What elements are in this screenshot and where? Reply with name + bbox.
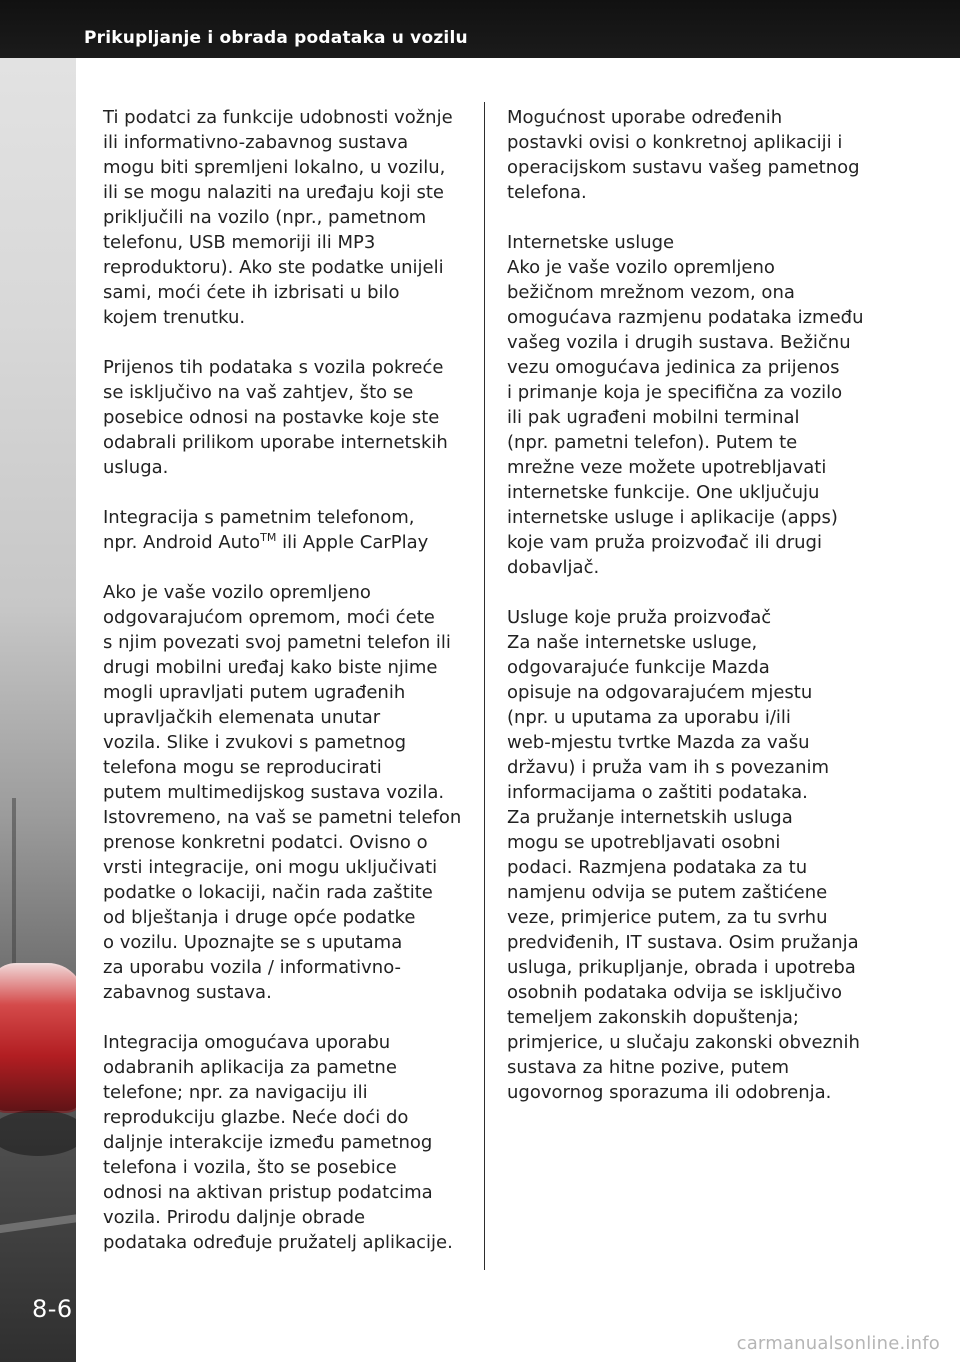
left-line-21: odgovarajućom opremom, moći ćete xyxy=(103,607,435,628)
right-line-25: (npr. u uputama za uporabu i/ili xyxy=(507,707,791,728)
left-line-12: se isključivo na vaš zahtjev, što se xyxy=(103,382,414,403)
left-line-33: od blještanja i druge opće podatke xyxy=(103,907,416,928)
right-line-23: odgovarajuće funkcije Mazda xyxy=(507,657,770,678)
left-text-column xyxy=(103,105,471,1255)
left-line-39: odabranih aplikacija za pametne xyxy=(103,1057,397,1078)
left-line-1: Ti podatci za funkcije udobnosti vožnje xyxy=(103,107,453,128)
left-line-34: o vozilu. Upoznajte se s uputama xyxy=(103,932,403,953)
paragraph-gap xyxy=(507,205,875,230)
left-line-2: ili informativno-zabavnog sustava xyxy=(103,132,409,153)
right-line-34: predviđenih, IT sustava. Osim pružanja xyxy=(507,932,859,953)
left-line-22: s njim povezati svoj pametni telefon ili xyxy=(103,632,451,653)
side-photo-strip xyxy=(0,58,76,1362)
left-line-40: telefone; npr. za navigaciju ili xyxy=(103,1082,368,1103)
left-line-11: Prijenos tih podataka s vozila pokreće xyxy=(103,357,444,378)
left-line-46: podataka određuje pružatelj aplikacije. xyxy=(103,1232,453,1253)
right-line-4: telefona. xyxy=(507,182,587,203)
right-line-18: koje vam pruža proizvođač ili drugi xyxy=(507,532,822,553)
right-line-31: podaci. Razmjena podataka za tu xyxy=(507,857,808,878)
right-line-6: Internetske usluge xyxy=(507,232,675,253)
right-line-12: i primanje koja je specifična za vozilo xyxy=(507,382,843,403)
left-android-line xyxy=(103,530,471,555)
left-line-8: sami, moći ćete ih izbrisati u bilo xyxy=(103,282,400,303)
right-line-33: veze, primjerice putem, za tu svrhu xyxy=(507,907,828,928)
header-title: Prikupljanje i obrada podataka u vozilu xyxy=(84,28,468,48)
right-line-19: dobavljač. xyxy=(507,557,600,578)
right-line-7: Ako je vaše vozilo opremljeno xyxy=(507,257,775,278)
paragraph-gap xyxy=(507,580,875,605)
right-line-9: omogućava razmjenu podataka između xyxy=(507,307,864,328)
left-line-29: Istovremeno, na vaš se pametni telefon xyxy=(103,807,462,828)
left-line-32: podatke o lokaciji, način rada zaštite xyxy=(103,882,433,903)
right-line-13: ili pak ugrađeni mobilni terminal xyxy=(507,407,800,428)
right-line-2: postavki ovisi o konkretnoj aplikaciji i xyxy=(507,132,843,153)
right-line-24: opisuje na odgovarajućem mjestu xyxy=(507,682,813,703)
left-line-36: zabavnog sustava. xyxy=(103,982,272,1003)
left-line-30: prenose konkretni podatci. Ovisno o xyxy=(103,832,428,853)
paragraph-gap xyxy=(103,1005,471,1030)
road-mark xyxy=(0,1214,76,1234)
left-line-35: za uporabu vozila / informativno- xyxy=(103,957,402,978)
right-line-37: temeljem zakonskih dopuštenja; xyxy=(507,1007,799,1028)
trademark-mark: TM xyxy=(260,531,277,544)
right-line-15: mrežne veze možete upotrebljavati xyxy=(507,457,827,478)
right-line-32: namjenu odvija se putem zaštićene xyxy=(507,882,828,903)
right-line-29: Za pružanje internetskih usluga xyxy=(507,807,793,828)
right-line-8: bežičnom mrežnom vezom, ona xyxy=(507,282,795,303)
header-bar xyxy=(0,0,960,58)
right-line-36: osobnih podataka odvija se isključivo xyxy=(507,982,843,1003)
left-line-45: vozila. Prirodu daljnje obrade xyxy=(103,1207,366,1228)
right-line-11: vezu omogućava jedinica za prijenos xyxy=(507,357,840,378)
right-line-38: primjerice, u slučaju zakonski obveznih xyxy=(507,1032,860,1053)
right-line-28: informacijama o zaštiti podataka. xyxy=(507,782,808,803)
right-line-14: (npr. pametni telefon). Putem te xyxy=(507,432,798,453)
left-line-3: mogu biti spremljeni lokalno, u vozilu, xyxy=(103,157,446,178)
right-line-35: usluga, prikupljanje, obrada i upotreba xyxy=(507,957,856,978)
right-line-21: Usluge koje pruža proizvođač xyxy=(507,607,772,628)
android-line-suffix: ili Apple CarPlay xyxy=(276,532,429,553)
left-line-4: ili se mogu nalaziti na uređaju koji ste xyxy=(103,182,444,203)
right-line-10: vašeg vozila i drugih sustava. Bežičnu xyxy=(507,332,851,353)
paragraph-gap xyxy=(103,330,471,355)
left-line-5: priključili na vozilo (npr., pametnom xyxy=(103,207,427,228)
right-line-26: web-mjestu tvrtke Mazda za vašu xyxy=(507,732,810,753)
right-line-27: državu) i pruža vam ih s povezanim xyxy=(507,757,830,778)
left-line-14: odabrali prilikom uporabe internetskih xyxy=(103,432,448,453)
right-line-40: ugovornog sporazuma ili odobrenja. xyxy=(507,1082,832,1103)
left-line-41: reprodukciju glazbe. Neće doći do xyxy=(103,1107,409,1128)
left-line-38: Integracija omogućava uporabu xyxy=(103,1032,391,1053)
paragraph-gap xyxy=(103,480,471,505)
left-line-43: telefona i vozila, što se posebice xyxy=(103,1157,397,1178)
left-line-27: telefona mogu se reproducirati xyxy=(103,757,382,778)
right-line-17: internetske usluge i aplikacije (apps) xyxy=(507,507,838,528)
right-line-30: mogu se upotrebljavati osobni xyxy=(507,832,781,853)
left-line-28: putem multimedijskog sustava vozila. xyxy=(103,782,445,803)
right-line-1: Mogućnost uporabe određenih xyxy=(507,107,783,128)
watermark-text: carmanualsonline.info xyxy=(736,1333,940,1354)
left-line-6: telefonu, USB memoriji ili MP3 xyxy=(103,232,376,253)
left-line-25: upravljačkih elemenata unutar xyxy=(103,707,381,728)
left-line-7: reproduktoru). Ako ste podatke unijeli xyxy=(103,257,444,278)
page-number: 8-6 xyxy=(32,1295,73,1323)
car-image xyxy=(0,963,76,1113)
left-line-9: kojem trenutku. xyxy=(103,307,246,328)
left-line-13: posebice odnosi na postavke koje ste xyxy=(103,407,440,428)
left-line-17: Integracija s pametnim telefonom, xyxy=(103,507,415,528)
right-line-16: internetske funkcije. One uključuju xyxy=(507,482,820,503)
car-shadow xyxy=(0,1110,76,1156)
right-line-22: Za naše internetske usluge, xyxy=(507,632,758,653)
left-line-42: daljnje interakcije između pametnog xyxy=(103,1132,433,1153)
right-line-3: operacijskom sustavu vašeg pametnog xyxy=(507,157,860,178)
left-line-23: drugi mobilni uređaj kako biste njime xyxy=(103,657,438,678)
paragraph-gap xyxy=(103,555,471,580)
right-text-column xyxy=(507,105,875,1105)
left-line-24: mogli upravljati putem ugrađenih xyxy=(103,682,406,703)
left-line-15: usluga. xyxy=(103,457,169,478)
left-line-26: vozila. Slike i zvukovi s pametnog xyxy=(103,732,407,753)
right-line-39: sustava za hitne pozive, putem xyxy=(507,1057,790,1078)
left-line-44: odnosi na aktivan pristup podatcima xyxy=(103,1182,433,1203)
android-auto-text: npr. Android Auto xyxy=(103,532,261,553)
left-line-20: Ako je vaše vozilo opremljeno xyxy=(103,582,371,603)
left-line-31: vrsti integracije, oni mogu uključivati xyxy=(103,857,438,878)
column-divider xyxy=(484,102,485,1270)
